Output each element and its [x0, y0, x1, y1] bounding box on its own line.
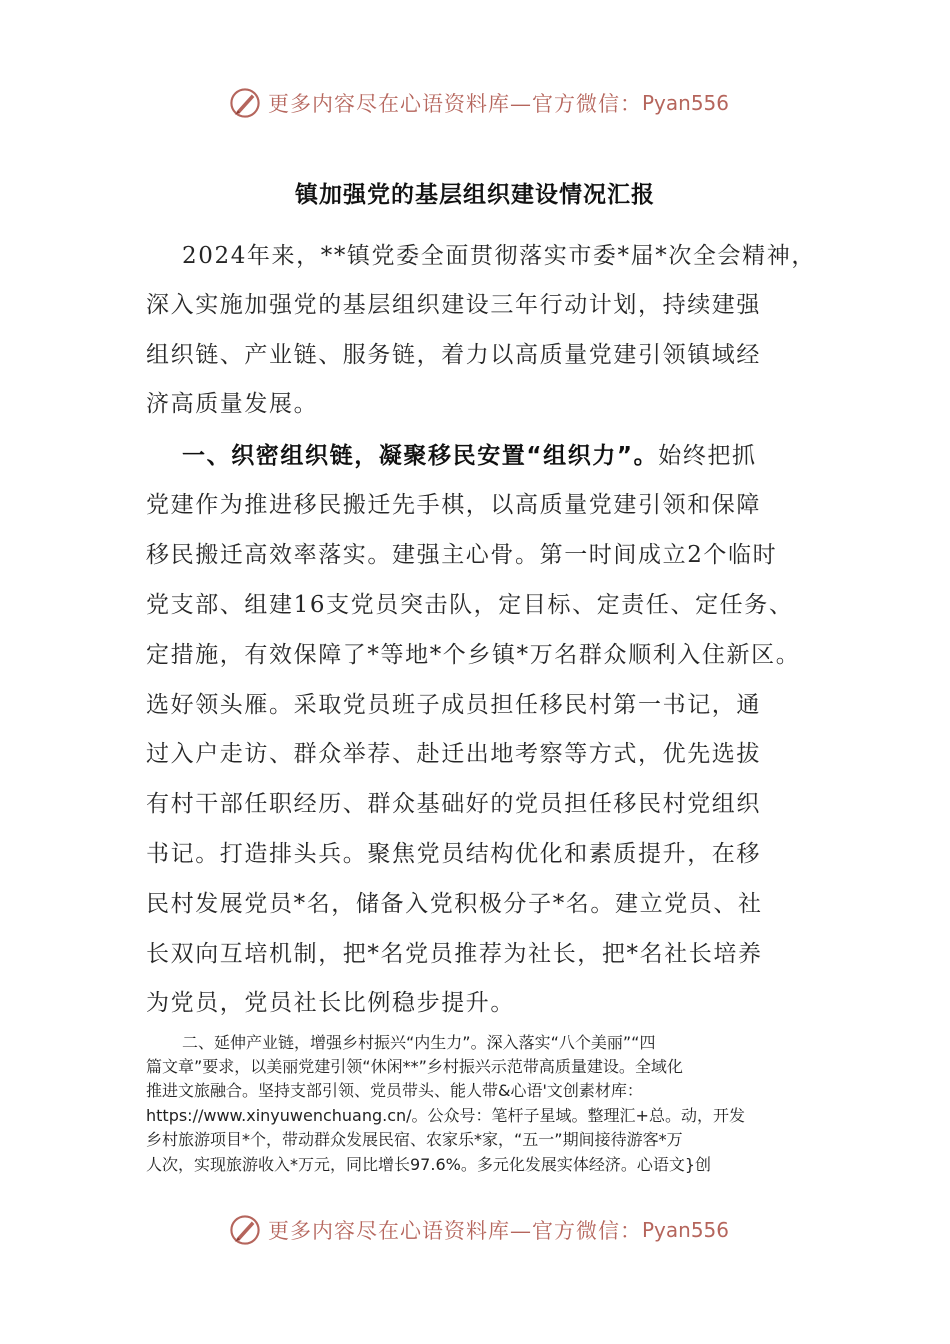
section2-line-url: https://www.xinyuwenchuang.cn/。公众号：笔杆子星域。整理汇+总。动，开发 — [146, 1106, 745, 1125]
intro-line: 深入实施加强党的基层组织建设三年行动计划，持续建强 — [146, 292, 761, 318]
section2-line: 人次，实现旅游收入*万元，同比增长97.6%。多元化发展实体经济。心语文}创 — [146, 1155, 712, 1174]
section1-line: 长双向互培机制，把*名党员推荐为社长，把*名社长培养 — [146, 941, 763, 967]
section1-first-line-rest: 始终把抓 — [658, 443, 757, 469]
section2-line: 推进文旅融合。坚持支部引领、党员带头、能人带&心语'文创素材库： — [146, 1081, 643, 1100]
banner-wechat-id: Pyan556 — [642, 1218, 730, 1242]
section2-line: 篇文章”要求，以美丽党建引领“休闲**”乡村振兴示范带高质量建设。全域化 — [146, 1057, 683, 1076]
section1-first-line — [182, 441, 757, 471]
section1-line: 定措施，有效保障了*等地*个乡镇*万名群众顺利入住新区。 — [146, 642, 801, 668]
section2-line: 乡村旅游项目*个，带动群众发展民宿、农家乐*家，“五一”期间接待游客*万 — [146, 1130, 683, 1149]
section1-line: 过入户走访、群众举荐、赴迁出地考察等方式，优先选拔 — [146, 741, 761, 767]
intro-line: 2024年来，**镇党委全面贯彻落实市委*届*次全会精神， — [182, 243, 816, 269]
section1-line: 选好领头雁。采取党员班子成员担任移民村第一书记，通 — [146, 692, 761, 718]
section1-line: 有村干部任职经历、群众基础好的党员担任移民村党组织 — [146, 791, 761, 817]
header-banner — [228, 83, 748, 123]
intro-line: 济高质量发展。 — [146, 391, 319, 417]
section1-line: 党建作为推进移民搬迁先手棋，以高质量党建引领和保障 — [146, 492, 761, 518]
banner-text: 更多内容尽在心语资料库—官方微信： — [268, 92, 642, 116]
section1-line: 党支部、组建16支党员突击队，定目标、定责任、定任务、 — [146, 592, 794, 618]
section1-line: 移民搬迁高效率落实。建强主心骨。第一时间成立2个临时 — [146, 542, 778, 568]
intro-line: 组织链、产业链、服务链，着力以高质量党建引领镇域经 — [146, 342, 761, 368]
section2-line: 二、延伸产业链，增强乡村振兴“内生力”。深入落实“八个美丽”“四 — [182, 1033, 656, 1052]
pen-logo-icon — [228, 86, 262, 120]
document-title: 镇加强党的基层组织建设情况汇报 — [295, 182, 655, 208]
section1-heading: 一、织密组织链，凝聚移民安置“组织力”。 — [182, 443, 659, 469]
banner-wechat-id: Pyan556 — [642, 91, 730, 115]
section1-line: 为党员，党员社长比例稳步提升。 — [146, 990, 515, 1016]
section1-line: 书记。打造排头兵。聚焦党员结构优化和素质提升，在移 — [146, 841, 761, 867]
banner-text: 更多内容尽在心语资料库—官方微信： — [268, 1219, 642, 1243]
section1-line: 民村发展党员*名，储备入党积极分子*名。建立党员、社 — [146, 891, 763, 917]
pen-logo-icon — [228, 1213, 262, 1247]
footer-banner — [228, 1210, 748, 1250]
